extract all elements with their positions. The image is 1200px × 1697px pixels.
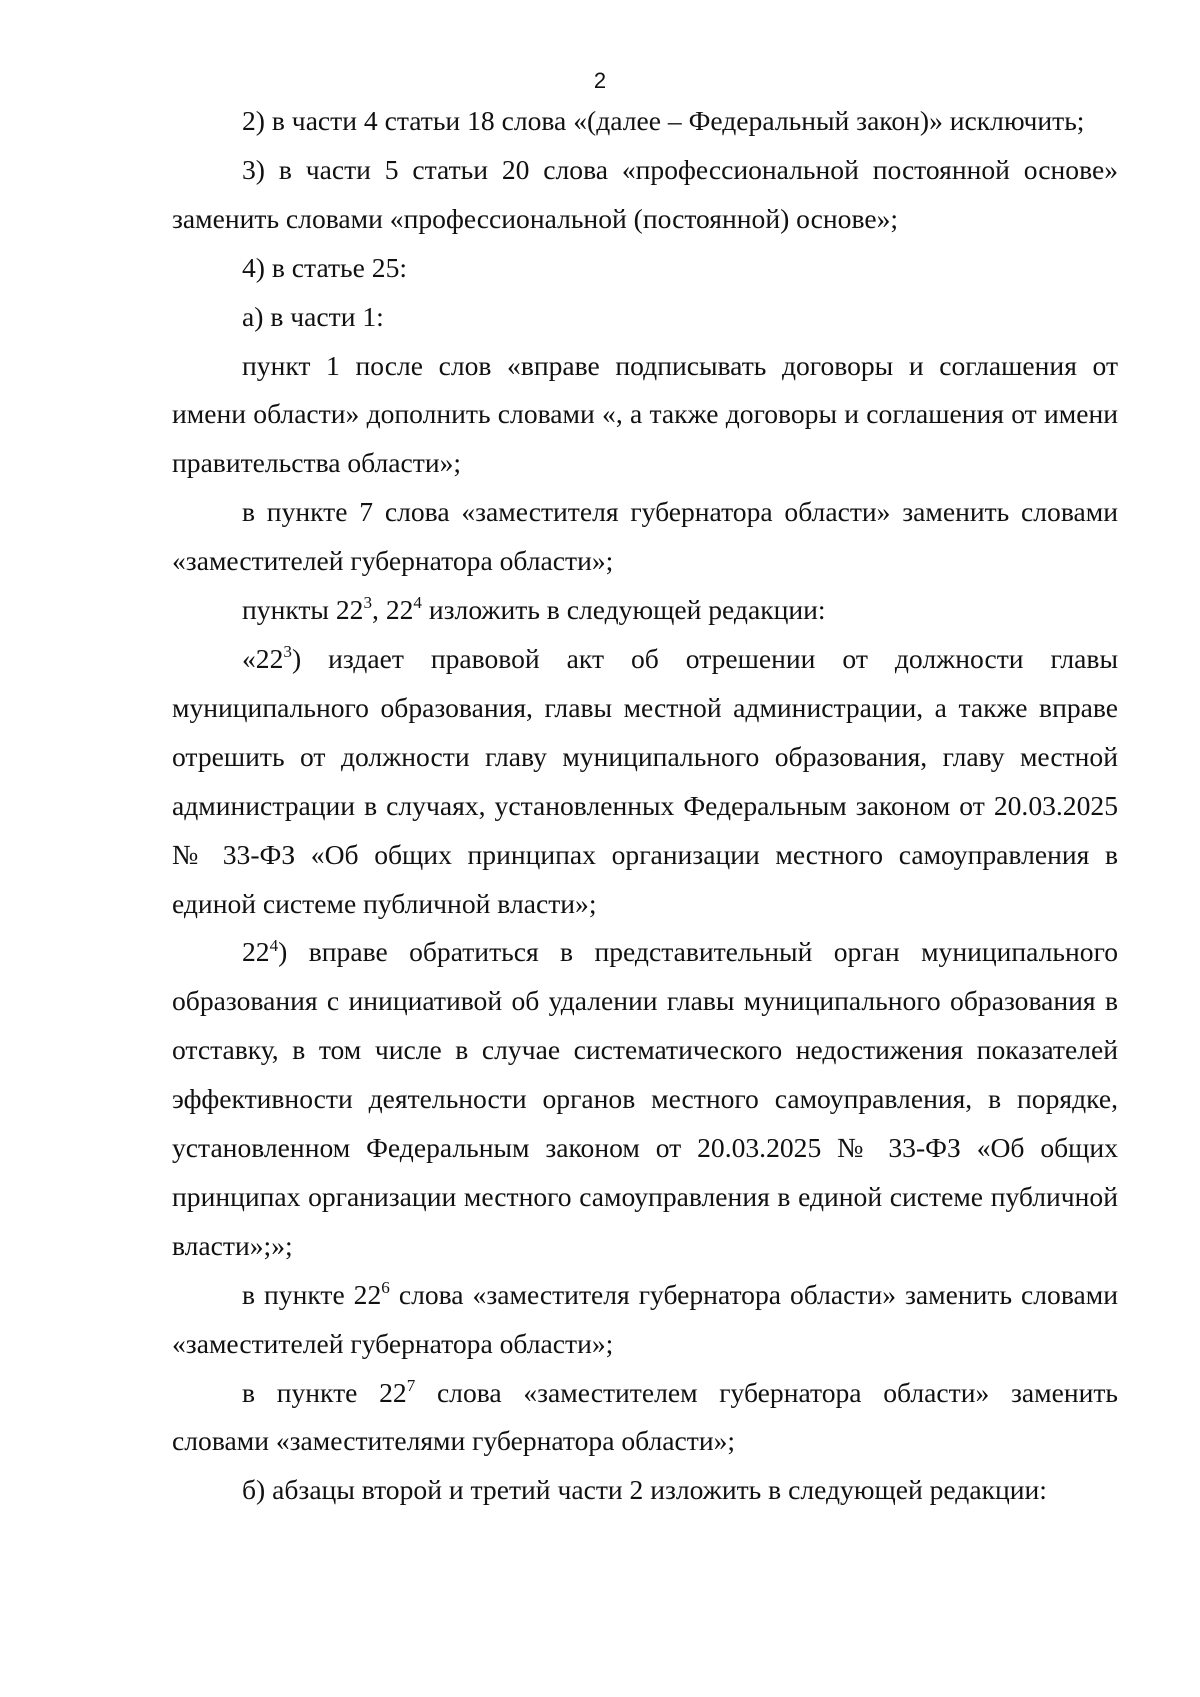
- superscript-4: 4: [413, 593, 422, 613]
- paragraph-points-intro: [172, 586, 1118, 635]
- paragraph-point-22-4: [172, 928, 1118, 1270]
- document-body: [172, 97, 1118, 1515]
- paragraph-item-4a: а) в части 1:: [242, 300, 384, 332]
- point-22-3-number: «22: [242, 642, 284, 674]
- paragraph-point-22-3: [172, 635, 1118, 928]
- points-intro-text-start: пункты 22: [242, 594, 364, 626]
- paragraph-item-4: 4) в статье 25:: [242, 251, 408, 283]
- point-22-3-superscript: 3: [283, 642, 292, 662]
- superscript-3: 3: [363, 593, 373, 613]
- point-22-6-superscript: 6: [381, 1278, 390, 1298]
- page-number: 2: [593, 68, 607, 93]
- paragraph-item-2: 2) в части 4 статьи 18 слова «(далее – Федеральный закон)» исключить;: [242, 105, 1085, 136]
- point-22-7-text: слова «заместителем губернатора области» заменить словами «заместителями губернатора области»;: [172, 1376, 1118, 1457]
- paragraph-point-22-6: [172, 1271, 1118, 1369]
- paragraph-point-22-7: [172, 1369, 1118, 1467]
- paragraph-point-1: пункт 1 после слов «вправе подписывать договоры и соглашения от имени области» дополнить словами «, а также договоры и соглашения от имени правительства области»;: [172, 349, 1118, 479]
- point-22-7-superscript: 7: [406, 1375, 416, 1395]
- point-22-4-text: ) вправе обратиться в представительный орган муниципального образования с инициативой об удалении главы муниципального образования в отставку, в том числе в случае систематического недостижения показателей эффективности деятельности органов местного самоуправления, в порядке, установленном Федеральным законом от 20.03.2025 № 33-ФЗ «Об общих принципах организации местного самоуправления в единой системе публичной власти»;»;: [172, 936, 1118, 1261]
- points-intro-text-end: изложить в следующей редакции:: [421, 594, 826, 626]
- point-22-6-text: слова «заместителя губернатора области» заменить словами «заместителей губернатора области»;: [172, 1278, 1118, 1359]
- point-22-6-text-start: в пункте 22: [242, 1278, 382, 1310]
- point-22-7-text-start: в пункте 22: [242, 1376, 407, 1408]
- point-22-4-number: 22: [242, 936, 270, 968]
- paragraph-item-4b: б) абзацы второй и третий части 2 изложить в следующей редакции:: [242, 1474, 1047, 1506]
- point-22-4-superscript: 4: [269, 935, 279, 955]
- point-22-3-text: ) издает правовой акт об отрешении от должности главы муниципального образования, главы местной администрации, а также вправе отрешить от должности главу муниципального образования, главу местной администрации в случаях, установленных Федеральным законом от 20.03.2025 № 33-ФЗ «Об общих принципах организации местного самоуправления в единой системе публичной власти»;: [172, 642, 1118, 919]
- paragraph-item-3: 3) в части 5 статьи 20 слова «профессиональной постоянной основе» заменить словами «профессиональной (постоянной) основе»;: [172, 153, 1118, 234]
- paragraph-point-7: в пункте 7 слова «заместителя губернатора области» заменить словами «заместителей губернатора области»;: [172, 496, 1118, 577]
- points-intro-text-middle: , 22: [372, 594, 414, 626]
